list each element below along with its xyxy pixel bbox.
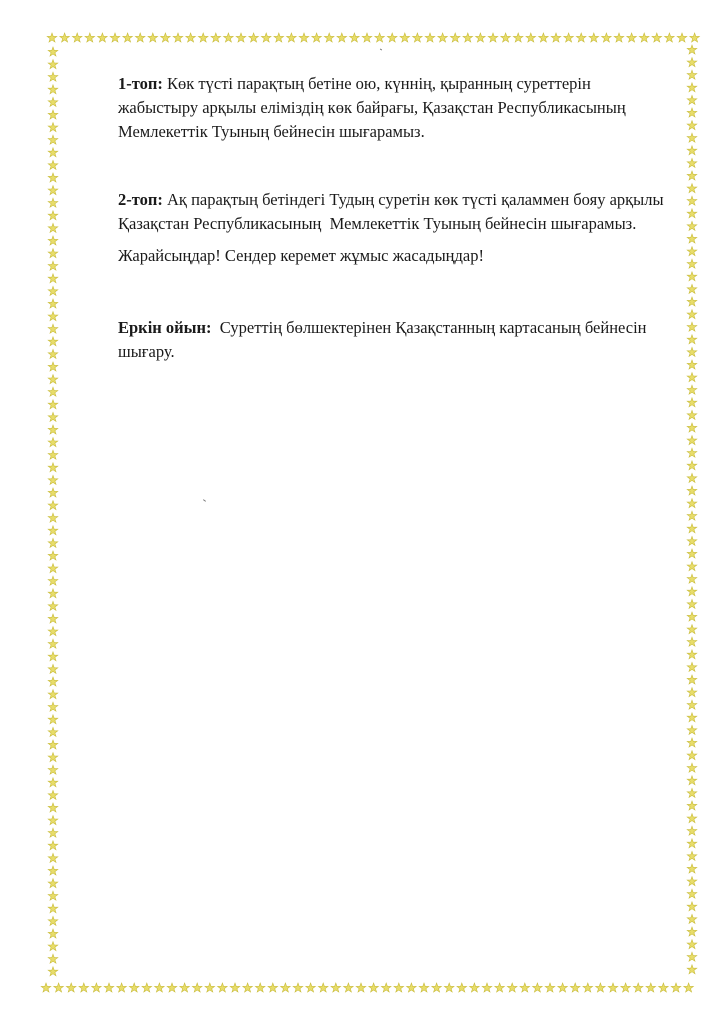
- star-icon: [224, 33, 234, 42]
- star-icon: [687, 801, 697, 810]
- star-icon: [48, 450, 58, 459]
- star-icon: [48, 286, 58, 295]
- star-icon: [687, 675, 697, 684]
- star-icon: [117, 983, 127, 992]
- star-icon: [48, 790, 58, 799]
- free-play-label: Еркін ойын:: [118, 318, 212, 337]
- star-icon: [48, 967, 58, 976]
- star-icon: [48, 60, 58, 69]
- paragraph-2-text-1: Ақ парақтың бетіндегі Тудың суретін көк түсті қаламмен бояу арқылы: [167, 190, 664, 209]
- star-icon: [48, 236, 58, 245]
- star-icon: [687, 725, 697, 734]
- star-icon: [48, 135, 58, 144]
- star-icon: [627, 33, 637, 42]
- star-icon: [687, 448, 697, 457]
- star-icon: [287, 33, 297, 42]
- star-icon: [687, 688, 697, 697]
- star-icon: [48, 324, 58, 333]
- paragraph-1-line-2: жабыстыру арқылы еліміздің көк байрағы, Қазақстан Республикасының: [118, 98, 626, 117]
- star-icon: [576, 33, 586, 42]
- star-icon: [677, 33, 687, 42]
- star-icon: [48, 828, 58, 837]
- star-icon: [48, 576, 58, 585]
- star-row: [41, 33, 699, 992]
- star-icon: [48, 690, 58, 699]
- star-icon: [687, 473, 697, 482]
- star-icon: [48, 148, 58, 157]
- star-icon: [687, 221, 697, 230]
- star-icon: [687, 196, 697, 205]
- star-icon: [48, 652, 58, 661]
- star-icon: [249, 33, 259, 42]
- star-icon: [687, 398, 697, 407]
- star-icon: [48, 803, 58, 812]
- star-icon: [419, 983, 429, 992]
- star-icon: [687, 574, 697, 583]
- star-icon: [324, 33, 334, 42]
- star-icon: [48, 223, 58, 232]
- star-icon: [48, 753, 58, 762]
- star-icon: [48, 564, 58, 573]
- star-icon: [48, 538, 58, 547]
- star-icon: [48, 97, 58, 106]
- star-icon: [60, 33, 70, 42]
- star-icon: [48, 904, 58, 913]
- star-icon: [48, 765, 58, 774]
- star-icon: [687, 952, 697, 961]
- star-icon: [66, 983, 76, 992]
- star-icon: [243, 983, 253, 992]
- star-icon: [687, 184, 697, 193]
- star-icon: [687, 637, 697, 646]
- star-icon: [48, 841, 58, 850]
- star-icon: [48, 702, 58, 711]
- star-icon: [104, 983, 114, 992]
- star-icon: [356, 983, 366, 992]
- star-icon: [211, 33, 221, 42]
- paragraph-2-line-2: Қазақстан Республикасының Мемлекеттік Туының бейнесін шығарамыз.: [118, 214, 637, 233]
- star-icon: [48, 47, 58, 56]
- star-icon: [687, 826, 697, 835]
- star-icon: [687, 461, 697, 470]
- star-icon: [687, 599, 697, 608]
- scan-speck: [380, 49, 382, 51]
- star-icon: [687, 776, 697, 785]
- star-icon: [48, 778, 58, 787]
- star-icon: [180, 983, 190, 992]
- star-icon: [659, 983, 669, 992]
- star-icon: [48, 349, 58, 358]
- star-icon: [123, 33, 133, 42]
- star-icon: [687, 436, 697, 445]
- star-icon: [570, 983, 580, 992]
- star-icon: [687, 108, 697, 117]
- star-icon: [687, 700, 697, 709]
- star-icon: [687, 511, 697, 520]
- star-icon: [687, 385, 697, 394]
- star-icon: [463, 33, 473, 42]
- star-icon: [173, 33, 183, 42]
- star-icon: [687, 763, 697, 772]
- star-icon: [690, 33, 700, 42]
- praise-paragraph: [118, 244, 678, 268]
- star-icon: [48, 438, 58, 447]
- star-icon: [551, 33, 561, 42]
- star-icon: [281, 983, 291, 992]
- star-icon: [687, 536, 697, 545]
- star-icon: [48, 211, 58, 220]
- star-icon: [646, 983, 656, 992]
- star-icon: [596, 983, 606, 992]
- star-icon: [155, 983, 165, 992]
- star-icon: [47, 33, 57, 42]
- star-icon: [602, 33, 612, 42]
- star-icon: [48, 375, 58, 384]
- star-icon: [589, 33, 599, 42]
- star-icon: [48, 589, 58, 598]
- star-icon: [72, 33, 82, 42]
- star-icon: [48, 891, 58, 900]
- paragraph-1-text-1: Көк түсті парақтың бетіне ою, күннің, қыранның суреттерін: [167, 74, 591, 93]
- star-icon: [687, 562, 697, 571]
- star-icon: [687, 310, 697, 319]
- star-icon: [526, 33, 536, 42]
- star-icon: [48, 463, 58, 472]
- star-icon: [488, 33, 498, 42]
- star-icon: [687, 247, 697, 256]
- star-icon: [48, 173, 58, 182]
- star-icon: [687, 259, 697, 268]
- star-icon: [539, 33, 549, 42]
- star-icon: [501, 33, 511, 42]
- star-icon: [687, 549, 697, 558]
- star-icon: [218, 983, 228, 992]
- paragraph-1-line-3: Мемлекеттік Туының бейнесін шығарамыз.: [118, 122, 425, 141]
- star-icon: [687, 158, 697, 167]
- star-icon: [687, 209, 697, 218]
- star-icon: [48, 387, 58, 396]
- star-icon: [687, 662, 697, 671]
- star-icon: [48, 400, 58, 409]
- star-icon: [687, 889, 697, 898]
- star-icon: [98, 33, 108, 42]
- star-icon: [205, 983, 215, 992]
- star-icon: [41, 983, 51, 992]
- star-icon: [48, 501, 58, 510]
- star-icon: [665, 33, 675, 42]
- star-icon: [520, 983, 530, 992]
- star-icon: [129, 983, 139, 992]
- star-icon: [48, 879, 58, 888]
- star-icon: [470, 983, 480, 992]
- star-icon: [608, 983, 618, 992]
- star-icon: [621, 983, 631, 992]
- star-icon: [48, 160, 58, 169]
- star-icon: [687, 70, 697, 79]
- star-icon: [482, 983, 492, 992]
- star-icon: [230, 983, 240, 992]
- star-icon: [369, 983, 379, 992]
- star-icon: [687, 146, 697, 155]
- star-icon: [687, 58, 697, 67]
- star-icon: [48, 337, 58, 346]
- free-play-text-1: Суреттің бөлшектерінен Қазақстанның картасаның бейнесін: [219, 318, 647, 337]
- star-icon: [687, 587, 697, 596]
- star-icon: [293, 983, 303, 992]
- star-icon: [268, 983, 278, 992]
- star-icon: [432, 983, 442, 992]
- star-icon: [48, 601, 58, 610]
- star-icon: [425, 33, 435, 42]
- star-icon: [687, 814, 697, 823]
- star-icon: [381, 983, 391, 992]
- star-icon: [161, 33, 171, 42]
- star-icon: [450, 33, 460, 42]
- star-icon: [687, 713, 697, 722]
- star-icon: [79, 983, 89, 992]
- star-icon: [687, 45, 697, 54]
- star-icon: [135, 33, 145, 42]
- star-icon: [167, 983, 177, 992]
- star-icon: [687, 335, 697, 344]
- star-icon: [48, 513, 58, 522]
- scan-speck: [203, 499, 206, 502]
- star-icon: [444, 983, 454, 992]
- star-icon: [687, 612, 697, 621]
- star-icon: [186, 33, 196, 42]
- star-icon: [687, 965, 697, 974]
- star-icon: [54, 983, 64, 992]
- star-icon: [362, 33, 372, 42]
- star-icon: [48, 299, 58, 308]
- star-icon: [687, 927, 697, 936]
- star-icon: [318, 983, 328, 992]
- star-icon: [407, 983, 417, 992]
- free-play-paragraph: [118, 316, 678, 364]
- star-icon: [687, 121, 697, 130]
- star-icon: [438, 33, 448, 42]
- star-icon: [85, 33, 95, 42]
- star-icon: [533, 983, 543, 992]
- star-icon: [545, 983, 555, 992]
- star-icon: [687, 839, 697, 848]
- star-icon: [48, 715, 58, 724]
- star-icon: [48, 954, 58, 963]
- star-icon: [687, 373, 697, 382]
- star-icon: [48, 312, 58, 321]
- group-2-label: 2-топ:: [118, 190, 163, 209]
- star-icon: [48, 362, 58, 371]
- star-icon: [48, 198, 58, 207]
- star-icon: [48, 123, 58, 132]
- star-icon: [337, 33, 347, 42]
- star-icon: [236, 33, 246, 42]
- paragraph-group-2: [118, 188, 678, 236]
- star-icon: [142, 983, 152, 992]
- star-icon: [687, 788, 697, 797]
- paragraph-1-line-1: [118, 72, 678, 96]
- star-icon: [306, 983, 316, 992]
- star-icon: [48, 727, 58, 736]
- star-icon: [48, 677, 58, 686]
- star-icon: [48, 929, 58, 938]
- star-icon: [633, 983, 643, 992]
- star-icon: [687, 171, 697, 180]
- star-icon: [687, 940, 697, 949]
- star-icon: [687, 751, 697, 760]
- star-icon: [687, 410, 697, 419]
- star-icon: [495, 983, 505, 992]
- star-icon: [261, 33, 271, 42]
- star-icon: [687, 347, 697, 356]
- star-icon: [274, 33, 284, 42]
- star-icon: [687, 914, 697, 923]
- star-icon: [687, 486, 697, 495]
- star-icon: [148, 33, 158, 42]
- star-icon: [671, 983, 681, 992]
- star-icon: [457, 983, 467, 992]
- star-icon: [687, 851, 697, 860]
- star-icon: [48, 186, 58, 195]
- star-icon: [48, 866, 58, 875]
- free-play-line-1: [118, 316, 678, 340]
- star-icon: [687, 360, 697, 369]
- star-icon: [687, 864, 697, 873]
- star-icon: [350, 33, 360, 42]
- star-icon: [48, 488, 58, 497]
- star-icon: [344, 983, 354, 992]
- star-icon: [48, 551, 58, 560]
- star-icon: [48, 85, 58, 94]
- star-icon: [639, 33, 649, 42]
- star-icon: [687, 650, 697, 659]
- star-icon: [687, 272, 697, 281]
- star-icon: [687, 284, 697, 293]
- star-icon: [387, 33, 397, 42]
- star-icon: [687, 423, 697, 432]
- star-icon: [614, 33, 624, 42]
- star-icon: [92, 983, 102, 992]
- group-1-label: 1-топ:: [118, 74, 163, 93]
- star-icon: [48, 942, 58, 951]
- star-icon: [48, 664, 58, 673]
- star-icon: [48, 639, 58, 648]
- star-icon: [687, 499, 697, 508]
- free-play-line-2: шығару.: [118, 342, 175, 361]
- star-icon: [687, 625, 697, 634]
- star-icon: [48, 412, 58, 421]
- star-icon: [413, 33, 423, 42]
- star-icon: [48, 627, 58, 636]
- star-icon: [507, 983, 517, 992]
- star-icon: [583, 983, 593, 992]
- star-icon: [687, 95, 697, 104]
- star-icon: [687, 297, 697, 306]
- star-icon: [192, 983, 202, 992]
- star-icon: [687, 738, 697, 747]
- star-icon: [687, 902, 697, 911]
- star-icon: [687, 524, 697, 533]
- star-icon: [687, 83, 697, 92]
- star-icon: [48, 816, 58, 825]
- star-icon: [687, 322, 697, 331]
- star-icon: [48, 110, 58, 119]
- star-icon: [400, 33, 410, 42]
- star-icon: [48, 526, 58, 535]
- star-icon: [299, 33, 309, 42]
- star-icon: [48, 249, 58, 258]
- praise-line: Жарайсыңдар! Сендер керемет жұмыс жасадыңдар!: [118, 246, 484, 265]
- star-icon: [558, 983, 568, 992]
- star-icon: [312, 33, 322, 42]
- star-icon: [687, 877, 697, 886]
- star-icon: [255, 983, 265, 992]
- star-icon: [684, 983, 694, 992]
- star-icon: [394, 983, 404, 992]
- star-icon: [48, 916, 58, 925]
- star-icon: [687, 234, 697, 243]
- star-icon: [564, 33, 574, 42]
- star-icon: [375, 33, 385, 42]
- star-icon: [48, 614, 58, 623]
- star-icon: [48, 425, 58, 434]
- star-icon: [48, 853, 58, 862]
- star-icon: [48, 261, 58, 270]
- star-icon: [48, 740, 58, 749]
- star-icon: [48, 475, 58, 484]
- star-icon: [652, 33, 662, 42]
- star-icon: [513, 33, 523, 42]
- star-icon: [198, 33, 208, 42]
- star-icon: [48, 274, 58, 283]
- star-icon: [476, 33, 486, 42]
- paragraph-group-1: [118, 72, 678, 144]
- star-icon: [110, 33, 120, 42]
- star-icon: [331, 983, 341, 992]
- paragraph-2-line-1: [118, 188, 678, 212]
- star-icon: [687, 133, 697, 142]
- star-icon: [48, 72, 58, 81]
